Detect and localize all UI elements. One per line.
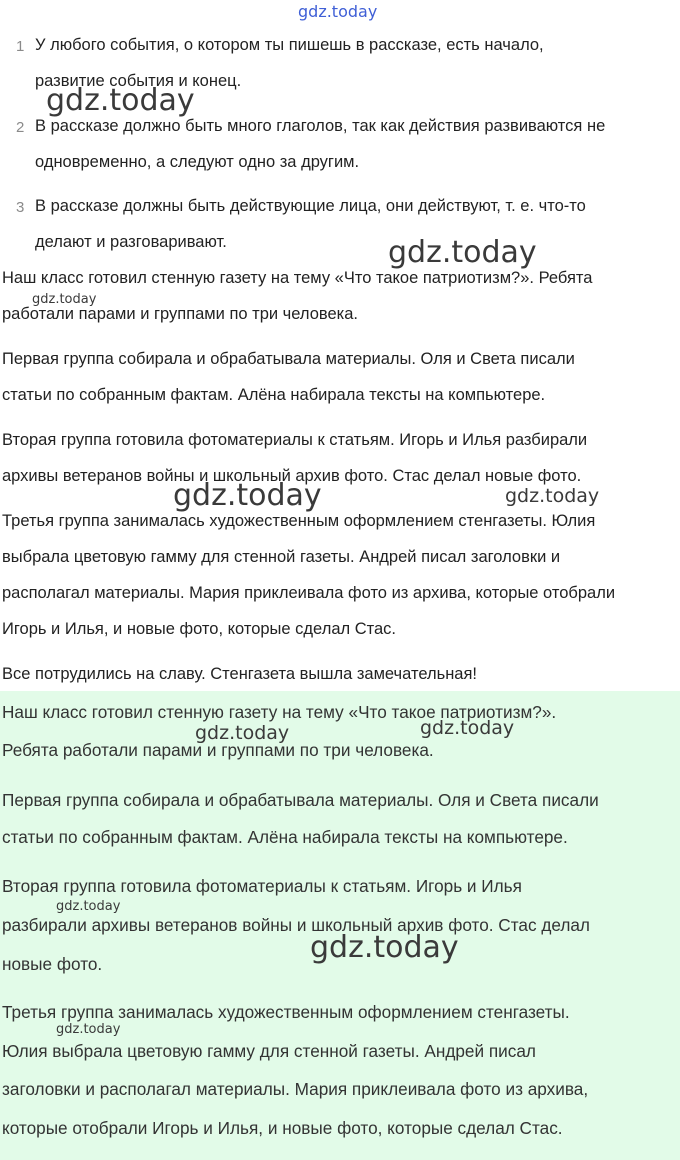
story-line-2: работали парами и группами по три человека. (2, 305, 358, 323)
answer-line-1: Наш класс готовил стенную газету на тему «Что такое патриотизм?». (2, 702, 557, 722)
story-line-11: Все потрудились на славу. Стенгазета вышла замечательная! (2, 665, 478, 683)
list-number-1: 1 (16, 38, 25, 55)
watermark: gdz.today (420, 717, 515, 739)
story-line-10: Игорь и Илья, и новые фото, которые сделал Стас. (2, 620, 397, 638)
watermark: gdz.today (56, 899, 121, 914)
watermark: gdz.today (173, 478, 322, 513)
watermark: gdz.today (195, 722, 290, 744)
story-line-8: выбрала цветовую гамму для стенной газеты. Андрей писал заголовки и (2, 548, 561, 566)
list-number-3: 3 (16, 199, 25, 216)
story-line-3: Первая группа собирала и обрабатывала материалы. Оля и Света писали (2, 350, 575, 368)
list-item-2-line-2: одновременно, а следуют одно за другим. (35, 153, 360, 171)
story-line-4: статьи по собранным фактам. Алёна набирала тексты на компьютере. (2, 386, 546, 404)
list-item-1-line-2: развитие события и конец. (35, 72, 242, 90)
watermark: gdz.today (505, 485, 600, 507)
list-item-1-line-1: У любого события, о котором ты пишешь в рассказе, есть начало, (35, 36, 544, 54)
answer-line-7: новые фото. (2, 954, 103, 974)
answer-line-5: Вторая группа готовила фотоматериалы к статьям. Игорь и Илья (2, 876, 522, 896)
story-line-9: располагал материалы. Мария приклеивала фото из архива, которые отобрали (2, 584, 616, 602)
list-number-2: 2 (16, 119, 25, 136)
answer-line-9: Юлия выбрала цветовую гамму для стенной газеты. Андрей писал (2, 1041, 536, 1061)
list-item-3-line-2: делают и разговаривают. (35, 233, 227, 251)
story-line-5: Вторая группа готовила фотоматериалы к статьям. Игорь и Илья разбирали (2, 431, 588, 449)
watermark-top: gdz.today (298, 2, 378, 21)
story-line-6: архивы ветеранов войны и школьный архив фото. Стас делал новые фото. (2, 467, 582, 485)
list-item-2-line-1: В рассказе должно быть много глаголов, так как действия развиваются не (35, 117, 606, 135)
watermark: gdz.today (388, 235, 537, 270)
answer-line-10: заголовки и располагал материалы. Мария приклеивала фото из архива, (2, 1079, 589, 1099)
answer-line-8: Третья группа занималась художественным оформлением стенгазеты. (2, 1002, 570, 1022)
answer-line-3: Первая группа собирала и обрабатывала материалы. Оля и Света писали (2, 790, 599, 810)
watermark: gdz.today (46, 83, 195, 118)
story-line-7: Третья группа занималась художественным оформлением стенгазеты. Юлия (2, 512, 596, 530)
answer-line-4: статьи по собранным фактам. Алёна набирала тексты на компьютере. (2, 827, 568, 847)
watermark: gdz.today (310, 930, 459, 965)
answer-line-2: Ребята работали парами и группами по три человека. (2, 740, 434, 760)
answer-line-6: разбирали архивы ветеранов войны и школьный архив фото. Стас делал (2, 915, 590, 935)
watermark: gdz.today (32, 292, 97, 307)
answer-line-11: которые отобрали Игорь и Илья, и новые фото, которые сделал Стас. (2, 1118, 563, 1138)
story-line-1: Наш класс готовил стенную газету на тему «Что такое патриотизм?». Ребята (2, 269, 593, 287)
watermark: gdz.today (56, 1022, 121, 1037)
list-item-3-line-1: В рассказе должны быть действующие лица, они действуют, т. е. что-то (35, 197, 586, 215)
